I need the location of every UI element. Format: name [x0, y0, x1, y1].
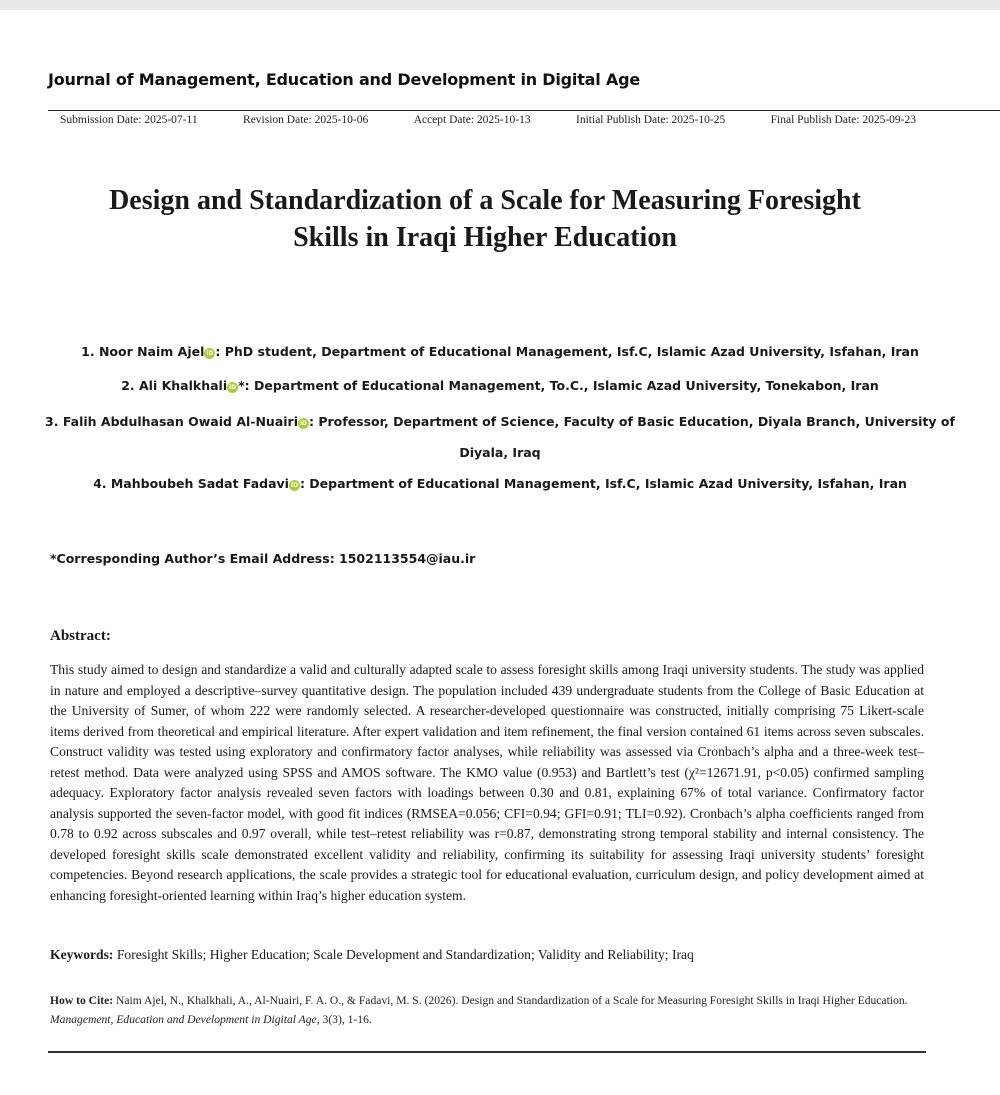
journal-title: Journal of Management, Education and Development in Digital Age: [48, 70, 640, 89]
revision-date: Revision Date: 2025-10-06: [243, 114, 369, 126]
author-affiliation: : Professor, Department of Science, Faculty of Basic Education, Diyala Branch, University of Diyala, Iraq: [309, 414, 955, 460]
orcid-icon[interactable]: iD: [206, 350, 214, 357]
paper-title-line-2: Skills in Iraqi Higher Education: [293, 222, 677, 253]
author-name: 1. Noor Naim Ajel: [81, 344, 205, 359]
author-name: 2. Ali Khalkhali: [121, 378, 228, 393]
corresponding-email: *Corresponding Author’s Email Address: 1502113554@iau.ir: [50, 551, 476, 566]
publication-dates: [48, 114, 928, 126]
citation-text: Naim Ajel, N., Khalkhali, A., Al-Nuairi, F. A. O., & Fadavi, M. S. (2026). Design and Standardization of a Scale for Measuring Foresight Skills in Iraqi Higher Education.: [113, 994, 908, 1007]
orcid-icon[interactable]: iD: [299, 420, 308, 427]
author-2: [40, 372, 960, 406]
accept-date: Accept Date: 2025-10-13: [413, 114, 531, 126]
top-strip: [0, 0, 1000, 10]
abstract-body: This study aimed to design and standardize a valid and culturally adapted scale to assess foresight skills among Iraqi university students. The study was applied in nature and employed a descriptive–survey quantitative design. The population included 439 undergraduate students from the College of Basic Education at the University of Sumer, of whom 222 were randomly selected. A researcher-developed questionnaire was constructed, initially comprising 75 Likert-scale items derived from theoretical and empirical literature. After expert validation and item refinement, the final version contained 61 items across seven subscales. Construct validity was tested using exploratory and confirmatory factor analyses, while reliability was assessed via Cronbach’s alpha and a three-week test–retest method. Data were analyzed using SPSS and AMOS software. The KMO value (0.953) and Bartlett’s test (χ²=12671.91, p<0.05) confirmed sampling adequacy. Exploratory factor analysis revealed seven factors with loadings between 0.30 and 0.81, explaining 67% of total variance. Confirmatory factor analysis supported the seven-factor model, with good fit indices (RMSEA=0.056; CFI=0.94; GFI=0.91; TLI=0.92). Cronbach’s alpha coefficients ranged from 0.78 to 0.92 across subscales and 0.97 overall, while test–retest reliability was r=0.87, demonstrating strong temporal stability and internal consistency. The developed foresight skills scale demonstrated excellent validity and reliability, confirming its suitability for assessing Iraqi university students’ foresight competencies. Beyond research applications, the scale provides a strategic tool for educational evaluation, curriculum design, and policy development aimed at enhancing foresight-oriented learning within Iraq’s higher education system.: [50, 662, 924, 903]
citation-tail: , 3(3), 1-16.: [316, 1013, 372, 1026]
abstract-heading: Abstract:: [50, 628, 111, 644]
keywords-text: Foresight Skills; Higher Education; Scale Development and Standardization; Validity and Reliability; Iraq: [113, 947, 694, 962]
header-rule: [48, 110, 1000, 111]
author-4: [40, 470, 960, 504]
orcid-icon[interactable]: iD: [290, 482, 298, 489]
paper-title: [40, 182, 930, 256]
final-publish-date: Final Publish Date: 2025-09-23: [770, 114, 916, 126]
orcid-icon[interactable]: iD: [229, 384, 237, 391]
footer-rule: [48, 1051, 926, 1053]
author-1: [40, 338, 960, 372]
author-3: [40, 406, 960, 468]
author-name: 3. Falih Abdulhasan Owaid Al-Nuairi: [45, 414, 298, 429]
author-name: 4. Mahboubeh Sadat Fadavi: [93, 476, 289, 491]
keywords-label: Keywords:: [50, 947, 114, 962]
citation-label: How to Cite:: [50, 994, 114, 1007]
author-affiliation: : PhD student, Department of Educational Management, Isf.C, Islamic Azad University, Isfahan, Iran: [215, 344, 919, 359]
citation-journal: Management, Education and Development in Digital Age: [50, 1013, 317, 1026]
how-to-cite: [50, 991, 930, 1029]
initial-publish-date: Initial Publish Date: 2025-10-25: [576, 114, 726, 126]
corresponding-mark: *: [238, 378, 245, 393]
author-affiliation: : Department of Educational Management, Isf.C, Islamic Azad University, Isfahan, Iran: [299, 476, 907, 491]
author-affiliation: : Department of Educational Management, To.C., Islamic Azad University, Tonekabon, Iran: [244, 378, 879, 393]
submission-date: Submission Date: 2025-07-11: [60, 114, 198, 126]
author-list: [40, 338, 960, 504]
paper-title-line-1: Design and Standardization of a Scale for Measuring Foresight: [109, 185, 861, 216]
keywords: [50, 947, 930, 963]
